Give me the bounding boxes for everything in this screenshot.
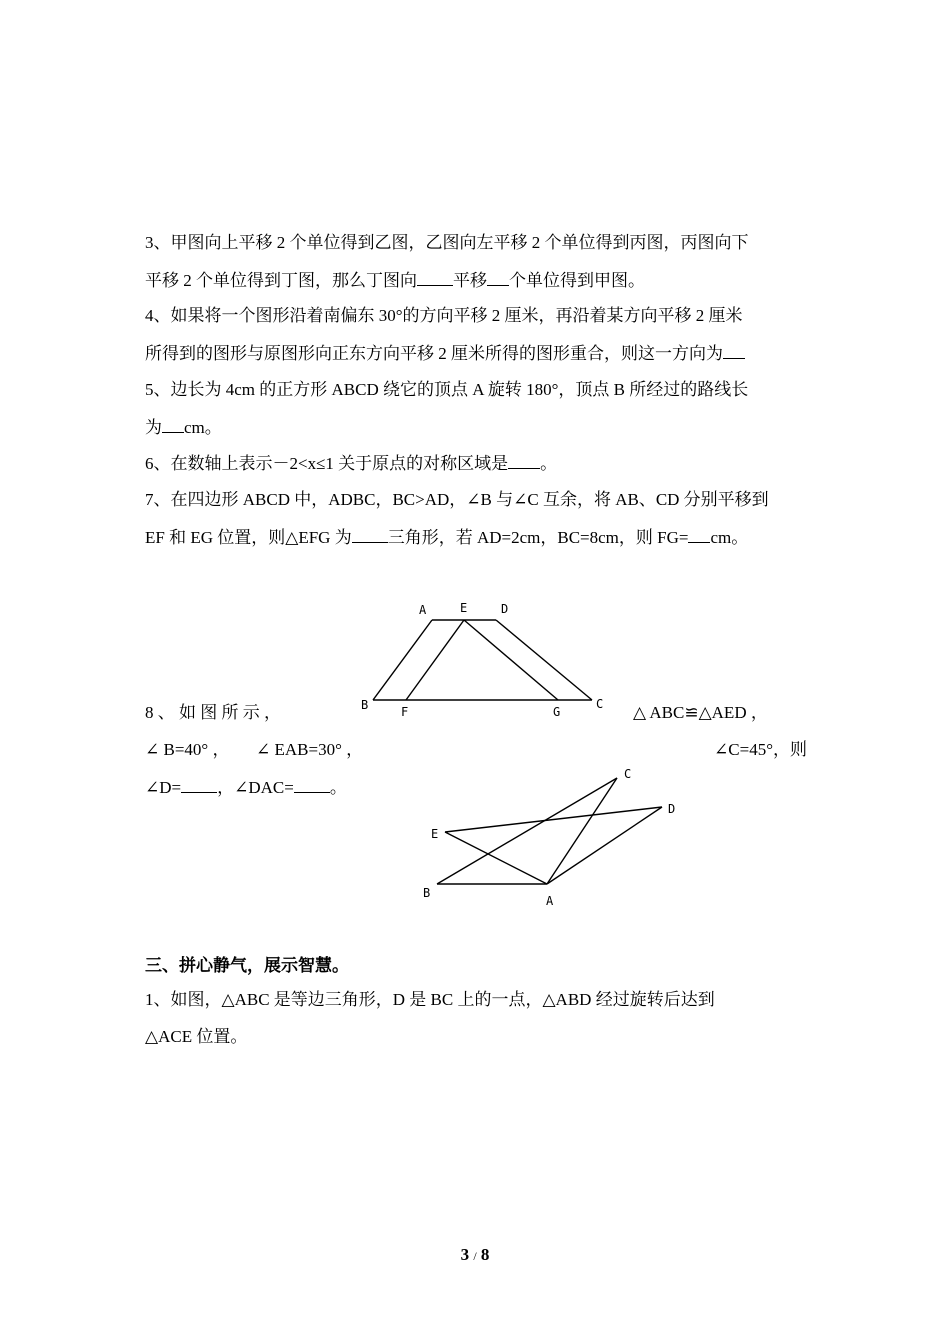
s3-q1-line-2	[145, 1027, 807, 1047]
segment-ab	[373, 620, 432, 700]
q8-condition-1: △ ABC≌△AED ，	[633, 703, 768, 722]
q4-text-1: 4、如果将一个图形沿着南偏东 30°的方向平移 2 厘米，再沿着某方向平移 2 厘米	[145, 306, 743, 325]
q5-line-1	[145, 380, 807, 400]
label-a: A	[419, 603, 427, 617]
q8-condition-3: ∠ EAB=30° ，	[256, 740, 364, 759]
q6-line	[145, 453, 807, 474]
section-heading: 三、拼心静气，展示智慧。	[145, 956, 349, 975]
s3-q1-line-1	[145, 990, 807, 1010]
q3-text-2c: 个单位得到甲图。	[509, 271, 645, 290]
q5-line-2	[145, 417, 807, 438]
q7-line-1	[145, 490, 807, 510]
congruent-triangles-figure	[415, 760, 695, 910]
s3-q1-text-1: 1、如图，△ABC 是等边三角形，D 是 BC 上的一点，△ABD 经过旋转后达到	[145, 990, 715, 1009]
label-g: G	[553, 705, 561, 719]
segment-ac	[547, 778, 617, 884]
label-d: D	[501, 602, 509, 616]
q3-line-1	[145, 233, 807, 253]
q7-text-2a: EF 和 EG 位置，则△EFG 为	[145, 528, 352, 547]
q4-line-2	[145, 343, 807, 364]
answer-blank	[723, 343, 745, 359]
answer-blank	[162, 417, 184, 433]
q4-line-1	[145, 306, 807, 326]
label-c: C	[624, 767, 632, 781]
q5-text-2b: cm。	[184, 418, 222, 437]
q3-text-2b: 平移	[453, 271, 487, 290]
label-c: C	[596, 697, 604, 711]
page-total: 8	[480, 1245, 490, 1264]
answer-blank	[181, 777, 217, 793]
q7-text-1: 7、在四边形 ABCD 中，ADBC，BC>AD，∠B 与∠C 互余，将 AB、CD 分别平移到	[145, 490, 769, 509]
q8-condition-4: ∠C=45°，则	[714, 740, 807, 759]
q7-text-2c: cm。	[710, 528, 749, 547]
label-b: B	[423, 886, 431, 900]
q5-text-2a: 为	[145, 418, 162, 437]
q7-line-2	[145, 527, 807, 548]
label-f: F	[401, 705, 409, 719]
q8-answer-c: 。	[329, 778, 347, 797]
label-a: A	[546, 894, 554, 908]
answer-blank	[508, 453, 540, 469]
label-d: D	[668, 802, 676, 816]
trapezoid-figure	[350, 595, 620, 725]
q6-text-b: 。	[540, 454, 558, 473]
answer-blank	[487, 270, 509, 286]
q3-text-2a: 平移 2 个单位得到丁图，那么丁图向	[145, 271, 417, 290]
q7-text-2b: 三角形，若 AD=2cm，BC=8cm，则 FG=	[387, 528, 689, 547]
page-number	[0, 1245, 950, 1265]
answer-blank	[294, 777, 330, 793]
q8-answer-a: ∠D=	[145, 778, 182, 797]
q8-prefix: 8 、 如 图 所 示 ，	[145, 703, 281, 722]
label-b: B	[361, 698, 369, 712]
q5-text-1: 5、边长为 4cm 的正方形 ABCD 绕它的顶点 A 旋转 180°，顶点 B 所经过的路线长	[145, 380, 749, 399]
q8-answer-b: ，∠DAC=	[217, 778, 294, 797]
q6-text-a: 6、在数轴上表示－2<x≤1 关于原点的对称区域是	[145, 454, 509, 473]
answer-blank	[417, 270, 453, 286]
q3-line-2	[145, 270, 807, 291]
segment-ea	[445, 832, 547, 884]
q8-condition-2: ∠ B=40° ，	[145, 740, 230, 759]
page-separator: /	[473, 1249, 477, 1263]
segment-bc	[437, 778, 617, 884]
answer-blank	[352, 527, 388, 543]
q3-text-1: 3、甲图向上平移 2 个单位得到乙图，乙图向左平移 2 个单位得到丙图，丙图向下	[145, 233, 749, 252]
label-e: E	[431, 827, 439, 841]
answer-blank	[688, 527, 710, 543]
s3-q1-text-2: △ACE 位置。	[145, 1027, 248, 1046]
q4-text-2: 所得到的图形与原图形向正东方向平移 2 厘米所得的图形重合，则这一方向为	[145, 344, 723, 363]
segment-ef	[406, 620, 464, 700]
page-current: 3	[460, 1245, 470, 1264]
label-e: E	[460, 601, 468, 615]
